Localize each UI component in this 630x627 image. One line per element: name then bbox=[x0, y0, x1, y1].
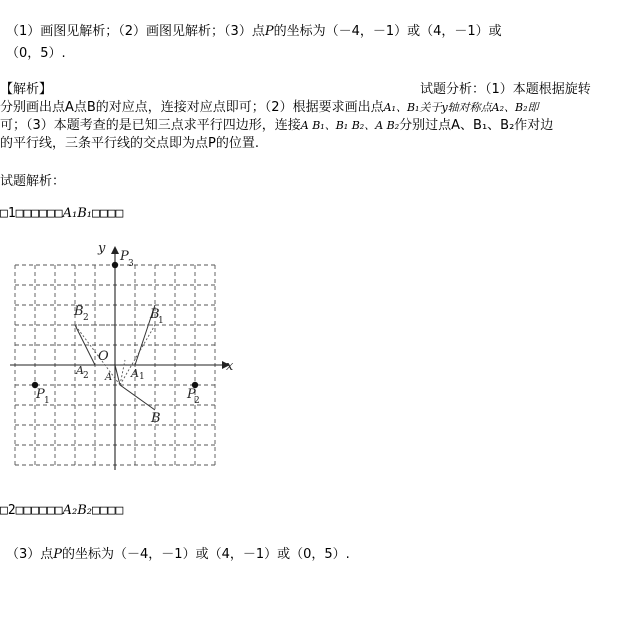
label-b2: B bbox=[74, 304, 84, 319]
point-p-symbol: P bbox=[264, 24, 274, 39]
label-p3: P bbox=[120, 249, 129, 264]
label-a2-sub: 2 bbox=[83, 371, 89, 381]
label-b2-sub: 2 bbox=[83, 313, 89, 323]
point-p3-dot bbox=[112, 262, 118, 268]
solution-header: 试题解析： bbox=[0, 174, 66, 189]
y-axis-arrow bbox=[111, 246, 119, 254]
analysis-intro: 试题分析：（1）本题根据旋转 bbox=[420, 82, 591, 97]
y-axis-label: y bbox=[98, 241, 106, 256]
label-p1: P bbox=[36, 387, 45, 402]
x-axis-label: x bbox=[226, 359, 234, 374]
label-a2: A bbox=[76, 364, 84, 377]
label-b1-sub: 1 bbox=[158, 316, 164, 326]
label-p1-sub: 1 bbox=[44, 396, 50, 406]
label-a: A bbox=[105, 372, 113, 383]
label-a1: A bbox=[131, 367, 139, 380]
label-p2-sub: 2 bbox=[194, 396, 200, 406]
label-b1: B bbox=[150, 307, 160, 322]
analysis-line-2: 可；（3）本题考查的是已知三点求平行四边形，连接A B₁、B₁ B₂、A B₂分别过点A、B₁、B₂作对边 bbox=[0, 118, 554, 133]
answer-line-1: （1）画图见解析；（2）画图见解析；（3）点P的坐标为（－4，－1）或（4，－1）或 bbox=[6, 24, 502, 39]
label-p2: P bbox=[187, 387, 196, 402]
analysis-line-3: 的平行线，三条平行线的交点即为点P的位置. bbox=[0, 136, 259, 151]
answer-line-2: （0，5）. bbox=[6, 46, 66, 61]
analysis-tag: 【解析】 bbox=[0, 82, 53, 97]
label-b: B bbox=[151, 411, 161, 426]
solution-item-1: □1□□□□□□A₁B₁□□□□ bbox=[0, 206, 124, 221]
label-a1-sub: 1 bbox=[139, 372, 145, 382]
origin-label: O bbox=[98, 349, 109, 364]
coordinate-grid-figure bbox=[10, 240, 240, 480]
solution-item-2: □2□□□□□□A₂B₂□□□□ bbox=[0, 503, 124, 518]
label-p3-sub: 3 bbox=[128, 259, 134, 269]
analysis-line-1: 分别画出点A点B的对应点，连接对应点即可；（2）根据要求画出点A₁、B₁关于y轴对称点A₂、B₂即 bbox=[0, 100, 539, 115]
solution-item-3: （3）点P的坐标为（－4，－1）或（4，－1）或（0，5）. bbox=[6, 547, 350, 562]
